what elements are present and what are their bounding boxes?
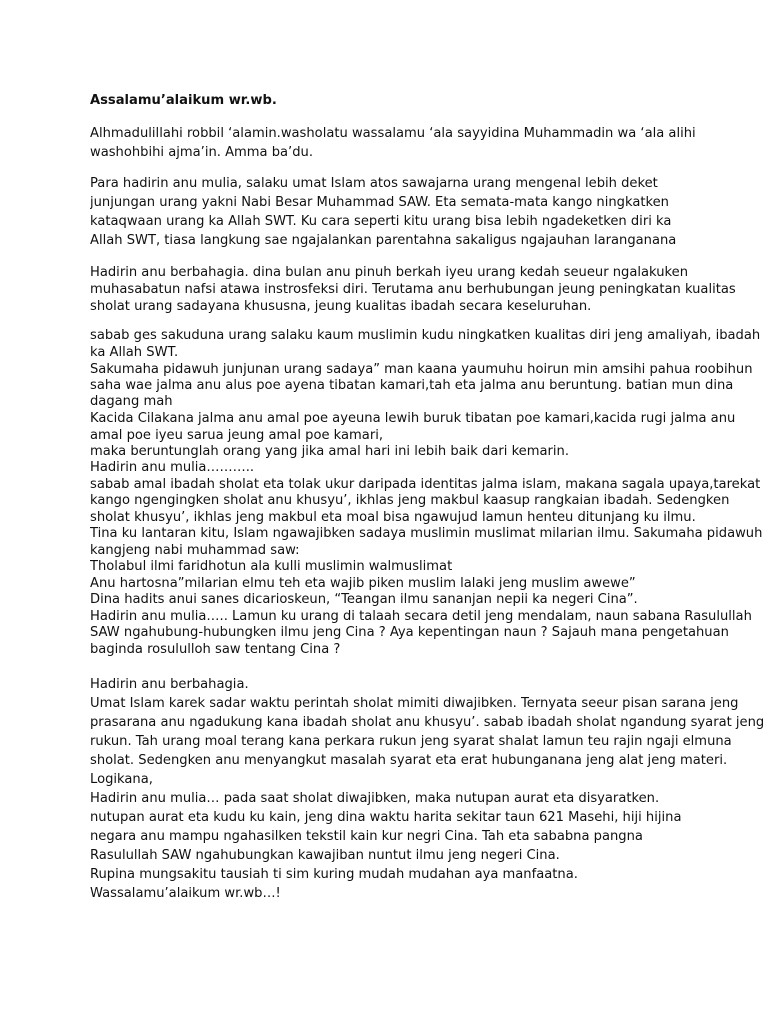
- text-line: ka Allah SWT.: [90, 345, 179, 360]
- document-page: [90, 0, 768, 1024]
- text-line: Tholabul ilmi faridhotun ala kulli muslimin walmuslimat: [90, 559, 453, 574]
- text-line: sholat khusyu’, ikhlas jeng makbul eta moal bisa ngawujud lamun henteu ditunjang ku ilmu.: [90, 510, 696, 525]
- text-line: sholat urang sadayana khususna, jeung kualitas ibadah secara keseluruhan.: [90, 299, 592, 314]
- text-line: Hadirin anu mulia… pada saat sholat diwajibken, maka nutupan aurat eta disyaratken.: [90, 791, 660, 806]
- text-line: maka beruntunglah orang yang jika amal hari ini lebih baik dari kemarin.: [90, 444, 569, 459]
- text-line: prasarana anu ngadukung kana ibadah sholat anu khusyu’. sabab ibadah sholat ngandung syarat jeng: [90, 715, 765, 730]
- text-line: dagang mah: [90, 394, 173, 409]
- text-line: kango ngengingken sholat anu khusyu’, ikhlas jeng makbul kaasup rangkaian ibadah. Sedengken: [90, 493, 730, 508]
- text-line: Kacida Cilakana jalma anu amal poe ayeuna lewih buruk tibatan poe kamari,kacida rugi jalma anu: [90, 411, 736, 426]
- text-line: sabab ges sakuduna urang salaku kaum muslimin kudu ningkatken kualitas diri jeng amaliyah, ibadah: [90, 328, 761, 343]
- text-line: nutupan aurat eta kudu ku kain, jeng dina waktu harita sekitar taun 621 Masehi, hiji hijina: [90, 810, 682, 825]
- text-line: washohbihi ajma’in. Amma ba’du.: [90, 145, 313, 160]
- text-line: rukun. Tah urang moal terang kana perkara rukun jeng syarat shalat lamun teu rajin ngaji elmuna: [90, 734, 732, 749]
- text-line: junjungan urang yakni Nabi Besar Muhammad SAW. Eta semata-mata kango ningkatken: [90, 195, 669, 210]
- text-line: Hadirin anu berbahagia.: [90, 677, 249, 692]
- text-line: Hadirin anu mulia….. Lamun ku urang di talaah secara detil jeng mendalam, naun sabana Rasulullah: [90, 609, 752, 624]
- text-line: Hadirin anu mulia………..: [90, 460, 255, 475]
- text-line: SAW ngahubung-hubungken ilmu jeng Cina ? Aya kepentingan naun ? Sajauh mana pengetahuan: [90, 625, 729, 640]
- text-line: Para hadirin anu mulia, salaku umat Islam atos sawajarna urang mengenal lebih deket: [90, 176, 658, 191]
- text-line: Tina ku lantaran kitu, Islam ngawajibken sadaya muslimin muslimat milarian ilmu. Sakumaha pidawuh: [90, 526, 763, 541]
- text-line: Wassalamu’alaikum wr.wb…!: [90, 886, 281, 901]
- text-line: Allah SWT, tiasa langkung sae ngajalankan parentahna sakaligus ngajauhan laranganana: [90, 233, 677, 248]
- text-line: sholat. Sedengken anu menyangkut masalah syarat eta erat hubunganana jeng alat jeng materi.: [90, 753, 728, 768]
- text-line: amal poe iyeu sarua jeung amal poe kamari,: [90, 428, 384, 443]
- text-line: baginda rosululloh saw tentang Cina ?: [90, 642, 341, 657]
- text-line: Logikana,: [90, 772, 153, 787]
- text-line: Rasulullah SAW ngahubungkan kawajiban nuntut ilmu jeng negeri Cina.: [90, 848, 560, 863]
- text-line: Sakumaha pidawuh junjunan urang sadaya” man kaana yaumuhu hoirun min amsihi pahua roobihun: [90, 362, 753, 377]
- greeting-heading: Assalamu’alaikum wr.wb.: [90, 93, 277, 108]
- text-line: saha wae jalma anu alus poe ayena tibatan kamari,tah eta jalma anu beruntung. batian mun dina: [90, 378, 734, 393]
- text-line: kataqwaan urang ka Allah SWT. Ku cara seperti kitu urang bisa lebih ngadeketken diri ka: [90, 214, 672, 229]
- text-line: negara anu mampu ngahasilken tekstil kain kur negri Cina. Tah eta sababna pangna: [90, 829, 643, 844]
- text-line: Hadirin anu berbahagia. dina bulan anu pinuh berkah iyeu urang kedah seueur ngalakuken: [90, 265, 689, 280]
- text-line: Umat Islam karek sadar waktu perintah sholat mimiti diwajibken. Ternyata seeur pisan sarana jeng: [90, 696, 739, 711]
- text-line: muhasabatun nafsi atawa instrosfeksi diri. Terutama anu berhubungan jeung peningkatan kualitas: [90, 282, 736, 297]
- text-line: Dina hadits anui sanes dicarioskeun, “Teangan ilmu sananjan nepii ka negeri Cina”.: [90, 592, 638, 607]
- text-line: kangjeng nabi muhammad saw:: [90, 543, 300, 558]
- text-line: Anu hartosna”milarian elmu teh eta wajib piken muslim lalaki jeng muslim awewe”: [90, 576, 636, 591]
- text-line: Alhmadulillahi robbil ‘alamin.washolatu wassalamu ‘ala sayyidina Muhammadin wa ‘ala alihi: [90, 126, 696, 141]
- text-line: Rupina mungsakitu tausiah ti sim kuring mudah mudahan aya manfaatna.: [90, 867, 578, 882]
- text-line: sabab amal ibadah sholat eta tolak ukur daripada identitas jalma islam, makana sagala upaya,tarekat: [90, 477, 761, 492]
